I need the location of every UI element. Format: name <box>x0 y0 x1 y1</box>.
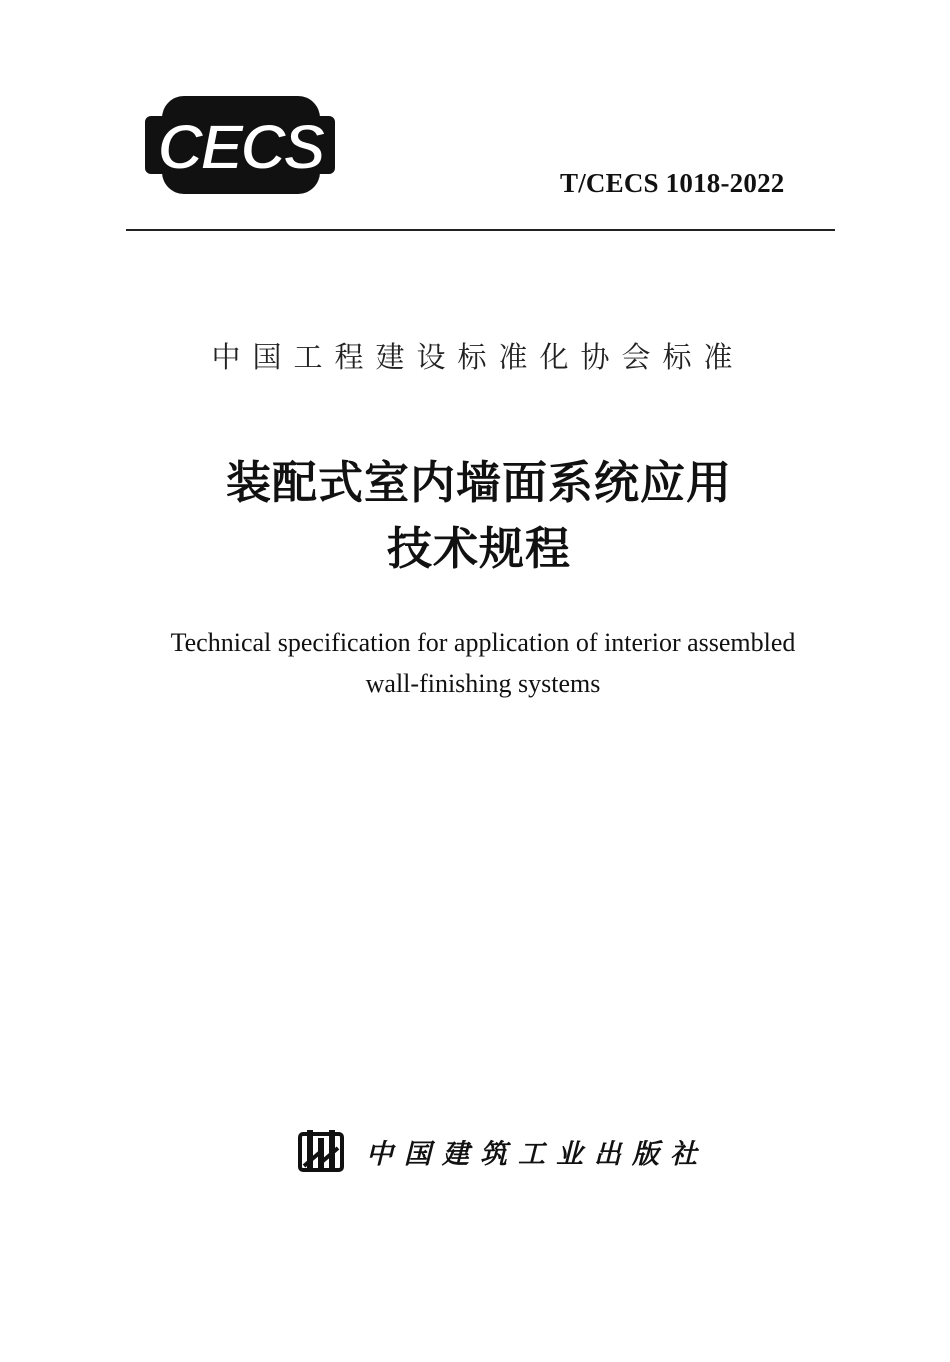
publisher <box>298 1126 708 1176</box>
cecs-logo <box>140 94 340 198</box>
association-label: 中国工程建设标准化协会标准 <box>211 340 745 374</box>
title-chinese <box>0 450 950 582</box>
title-chinese-line-2: 技术规程 <box>386 522 571 575</box>
logo-text: CECS <box>157 111 323 183</box>
header-divider <box>126 229 835 231</box>
standard-code: T/CECS 1018-2022 <box>560 168 785 198</box>
title-chinese-line-1: 装配式室内墙面系统应用 <box>225 456 732 509</box>
title-english-line-1: Technical specification for application of interior assembled <box>170 628 796 657</box>
title-english <box>0 622 950 704</box>
cecs-logo-icon <box>140 94 340 198</box>
title-english-line-2: wall-finishing systems <box>365 669 601 698</box>
publisher-logo-icon <box>298 1128 344 1174</box>
publisher-name: 中国建筑工业出版社 <box>366 1138 708 1170</box>
